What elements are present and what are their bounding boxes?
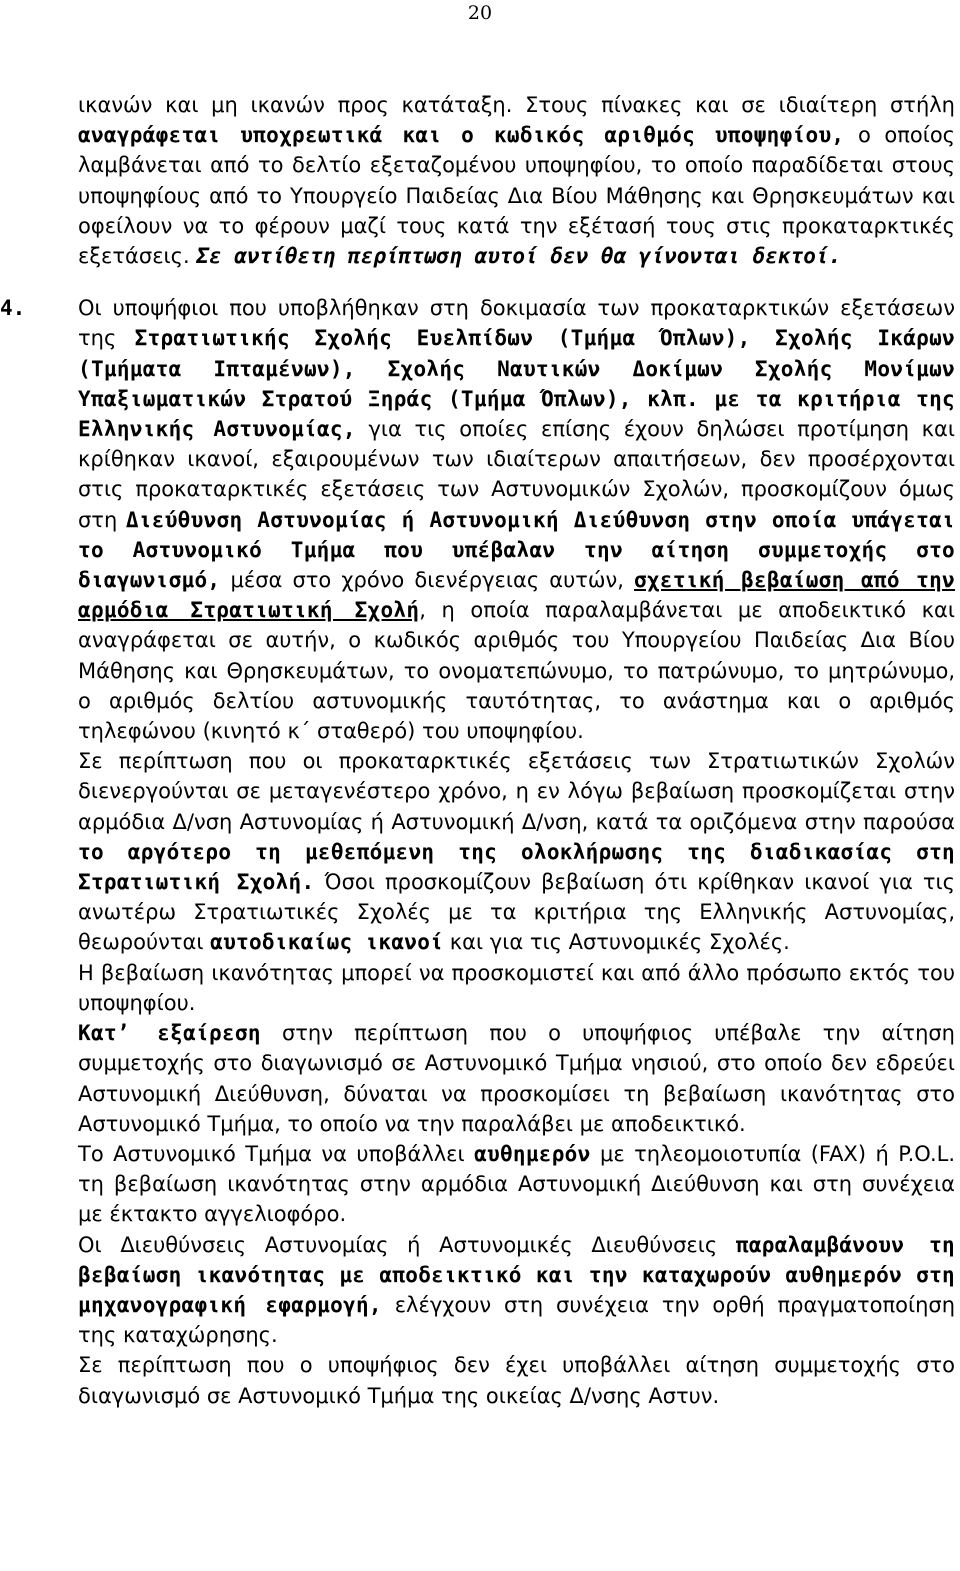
text-run: Κατ’ εξαίρεση <box>78 1021 261 1046</box>
page-number: 20 <box>467 2 493 24</box>
paragraph-later-exams <box>78 746 955 957</box>
paragraph-same-day-fax <box>78 1139 955 1230</box>
text-run: Όσοι προσκομίζουν βεβαίωση ότι κρίθηκαν ικανοί για τις ανωτέρω Στρατιωτικές Σχολές με τα κριτήρια της Ελληνικής Αστυνομίας, θεωρούνται <box>78 870 955 955</box>
text-run: Στρατιωτικής Σχολής Ευελπίδων (Τμήμα Όπλων), Σχολής Ικάρων (Τμήματα Ιπταμένων), Σχολής Ναυτικών Δοκίμων Σχολής Μονίμων Υπαξιωματικών Στρατού Ξηράς (Τμήμα Όπλων), κλπ. με τα κριτήρια της Ελληνικής Αστυνομίας, <box>78 326 955 442</box>
text-run: ο οποίος λαμβάνεται από το δελτίο εξεταζομένου υποψηφίου, το οποίο παραδίδεται στους υποψηφίους από το Υπουργείο Παιδείας Δια Βίου Μάθησης και Θρησκευμάτων και οφείλουν να το φέρουν μαζί τους κατά την εξέτασή τους στις προκαταρκτικές εξετάσεις. <box>78 123 956 269</box>
text-run: Σε περίπτωση που ο υποψήφιος δεν έχει υποβάλλει αίτηση συμμετοχής στο διαγωνισμό σε Αστυνομικό Τμήμα της οικείας Δ/νσης Αστυν. <box>78 1353 955 1408</box>
paragraph-other-directorate <box>78 1350 955 1410</box>
text-run: Διεύθυνση Αστυνομίας ή Αστυνομική Διεύθυνση στην οποία υπάγεται το Αστυνομικό Τμήμα που υπέβαλαν την αίτηση συμμετοχής στο διαγωνισμό, <box>78 507 956 593</box>
item-4-military-schools <box>0 293 956 746</box>
paragraph-directorate-registration <box>78 1230 955 1351</box>
document-body <box>0 90 956 1411</box>
text-run: και για τις Αστυνομικές Σχολές. <box>443 930 790 955</box>
text-run: αυθημερόν <box>474 1141 591 1166</box>
text-run: σχετική βεβαίωση από την αρμόδια Στρατιωτική Σχολή <box>78 568 955 623</box>
text-run: στην περίπτωση που ο υποψήφιος υπέβαλε την αίτηση συμμετοχής στο διαγωνισμό σε Αστυνομικό Τμήμα νησιού, στο οποίο δεν εδρεύει Αστυνομική Διεύθυνση, δύναται να προσκομίσει τη βεβαίωση ικανότητας στο Αστυνομικό Τμήμα, το οποίο να την παραλάβει με αποδεικτικό. <box>78 1021 955 1136</box>
text-run: ικανών και μη ικανών προς κατάταξη. Στους πίνακες και σε ιδιαίτερη στήλη <box>78 93 955 117</box>
text-run: Οι Διευθύνσεις Αστυνομίας ή Αστυνομικές Διευθύνσεις <box>78 1232 736 1257</box>
paragraph-third-party-delivery <box>78 958 955 1018</box>
text-run: το αργότερο τη μεθεπόμενη της ολοκλήρωσης της διαδικασίας στη Στρατιωτική Σχολή. <box>78 839 955 895</box>
text-run: Σε αντίθετη περίπτωση αυτοί δεν θα γίνονται δεκτοί. <box>196 244 842 269</box>
text-run: με τηλεομοιοτυπία (FAX) ή P.O.L. τη βεβαίωση ικανότητας στην αρμόδια Αστυνομική Διεύθυνση και στη συνέχεια με έκτακτο αγγελιοφόρο. <box>78 1141 955 1227</box>
paragraph-classification-lists <box>78 90 955 271</box>
text-run: παραλαμβάνουν τη βεβαίωση ικανότητας με αποδεικτικό και την καταχωρούν αυθημερόν στη μηχανογραφική εφαρμογή, <box>78 1232 955 1317</box>
text-run: Η βεβαίωση ικανότητας μπορεί να προσκομιστεί και από άλλο πρόσωπο εκτός του υποψηφίου. <box>78 960 955 1015</box>
text-run: ελέγχουν στη συνέχεια την ορθή πραγματοποίηση της καταχώρησης. <box>78 1292 955 1348</box>
text-run: για τις οποίες επίσης έχουν δηλώσει προτίμηση και κρίθηκαν ικανοί, εξαιρουμένων των ιδιαίτερων απαιτήσεων, δεν προσέρχονται στις προκαταρκτικές εξετάσεις των Αστυνομικών Σχολών, προσκομίζουν όμως στη <box>78 417 955 532</box>
paragraph-island-exception <box>78 1018 955 1139</box>
text-run: αυτοδικαίως ικανοί <box>210 930 444 955</box>
item-number: 4. <box>0 296 26 321</box>
item-4-text <box>78 296 955 743</box>
text-run: Το Αστυνομικό Τμήμα να υποβάλλει <box>78 1141 475 1166</box>
text-run: αναγράφεται υποχρεωτικά και ο κωδικός αριθμός υποψηφίου, <box>78 123 845 148</box>
text-run: μέσα στο χρόνο διενέργειας αυτών, <box>220 568 635 593</box>
text-run: Σε περίπτωση που οι προκαταρκτικές εξετάσεις των Στρατιωτικών Σχολών διενεργούνται σε μεταγενέστερο χρόνο, η εν λόγω βεβαίωση προσκομίζεται στην αρμόδια Δ/νση Αστυνομίας ή Αστυνομική Δ/νση, κατά τα οριζόμενα στην παρούσα <box>78 749 955 834</box>
text-run: Οι υποψήφιοι που υποβλήθηκαν στη δοκιμασία των προκαταρκτικών εξετάσεων της <box>78 296 955 351</box>
text-run: , η οποία παραλαμβάνεται με αποδεικτικό και αναγράφεται σε αυτήν, ο κωδικός αριθμός του Υπουργείου Παιδείας Δια Βίου Μάθησης και Θρησκευμάτων, το ονοματεπώνυμο, το πατρώνυμο, το μητρώνυμο, ο αριθμός δελτίου αστυνομικής ταυτότητας, το ανάστημα και ο αριθμός τηλεφώνου (κινητό κ΄ σταθερό) του υποψηφίου. <box>78 598 956 744</box>
